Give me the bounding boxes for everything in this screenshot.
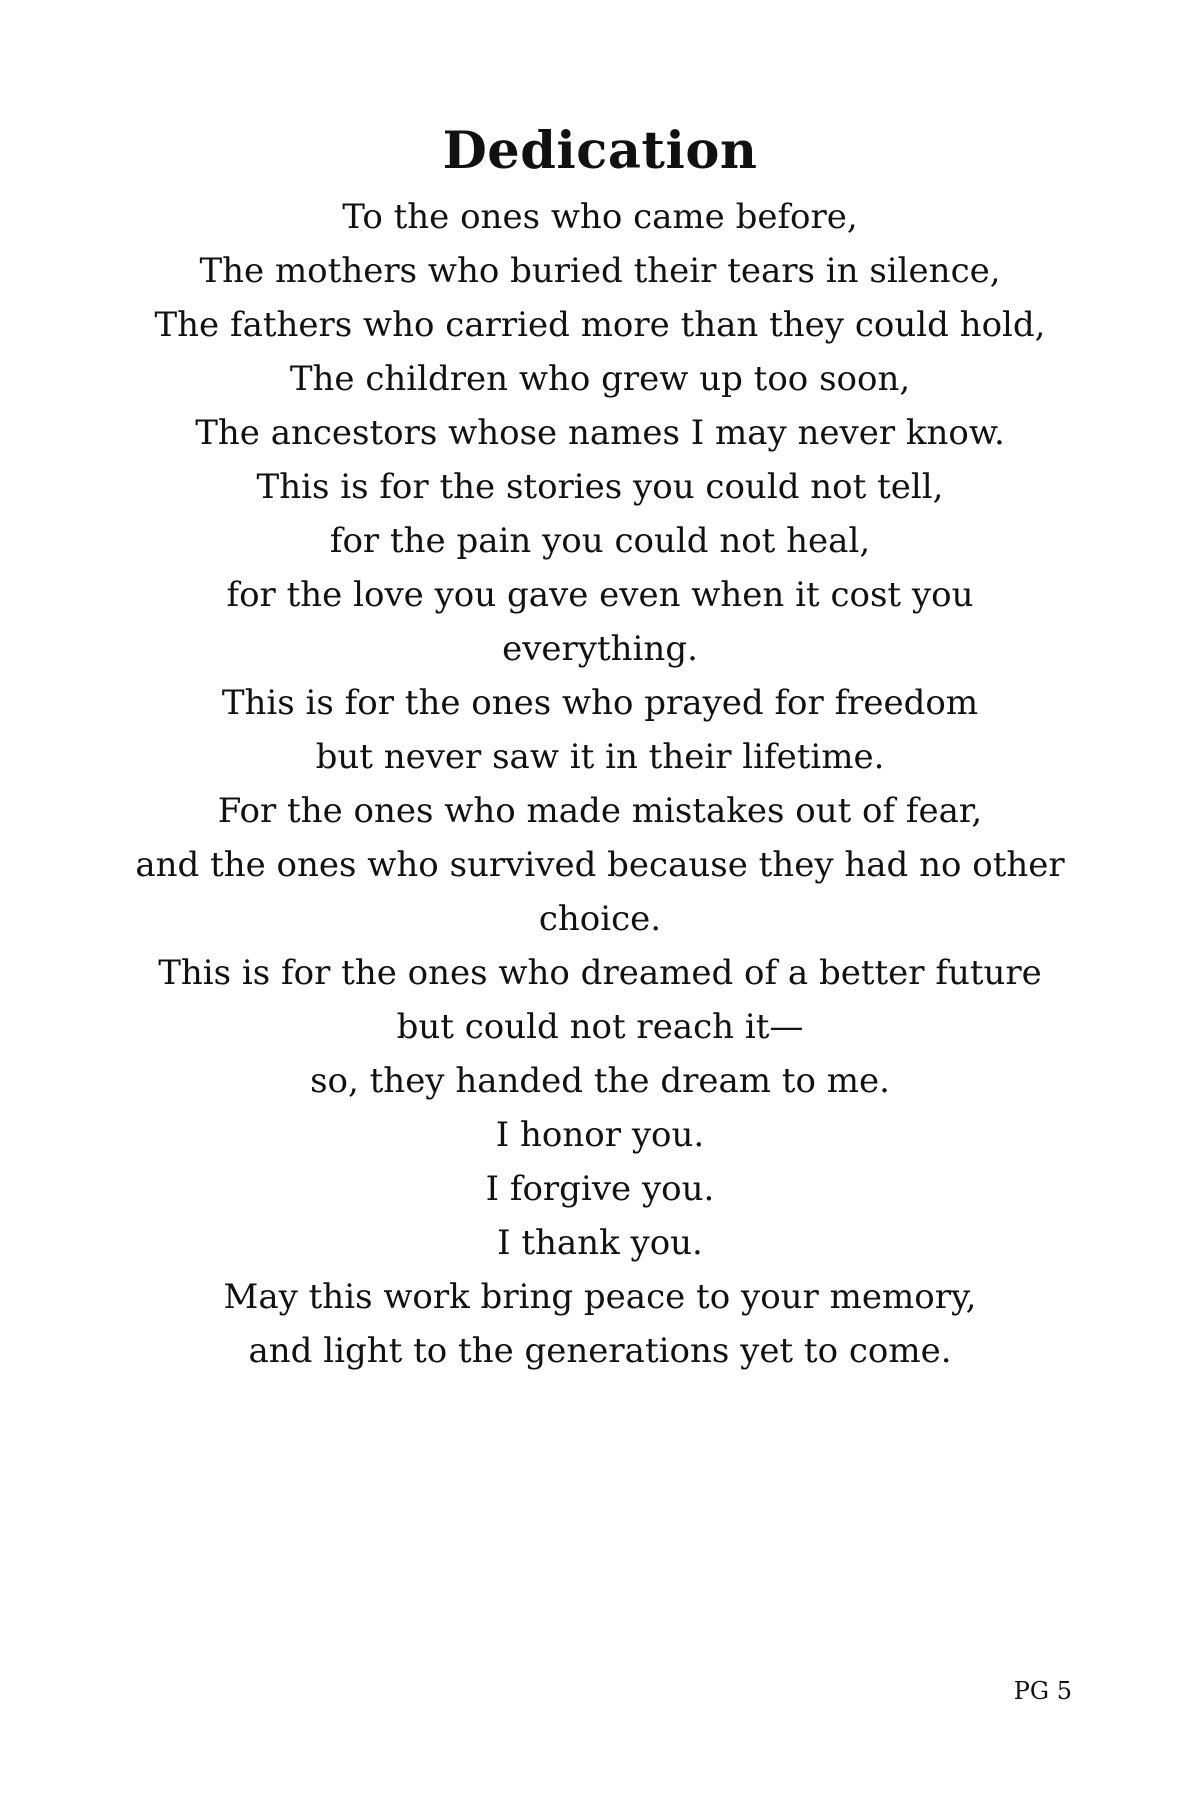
- poem-line: and light to the generations yet to come.: [248, 1331, 952, 1371]
- poem-line: for the love you gave even when it cost you: [226, 575, 974, 615]
- poem-line: so, they handed the dream to me.: [310, 1061, 890, 1101]
- poem-line: The mothers who buried their tears in silence,: [199, 251, 1001, 291]
- poem-line: This is for the ones who prayed for freedom: [221, 683, 979, 723]
- poem-line: but never saw it in their lifetime.: [315, 737, 885, 777]
- poem-line: everything.: [502, 629, 698, 669]
- poem-line: I thank you.: [497, 1223, 703, 1263]
- poem-line: choice.: [538, 899, 662, 939]
- poem-line: May this work bring peace to your memory,: [223, 1277, 977, 1317]
- poem-line: for the pain you could not heal,: [329, 521, 871, 561]
- poem-line: I forgive you.: [485, 1169, 715, 1209]
- poem-line: I honor you.: [495, 1115, 705, 1155]
- page-title: Dedication: [442, 121, 758, 181]
- poem-line: This is for the stories you could not tell,: [256, 467, 944, 507]
- poem-line: This is for the ones who dreamed of a better future: [158, 953, 1042, 993]
- poem-line: To the ones who came before,: [342, 197, 858, 237]
- poem-line: but could not reach it—: [396, 1007, 804, 1047]
- poem-line: The fathers who carried more than they could hold,: [154, 305, 1046, 345]
- poem-line: The ancestors whose names I may never know.: [195, 413, 1005, 453]
- poem-line: and the ones who survived because they had no other: [135, 845, 1065, 885]
- page-number: PG 5: [1013, 1677, 1072, 1705]
- dedication-text: [130, 190, 1070, 1378]
- poem-line: For the ones who made mistakes out of fear,: [217, 791, 983, 831]
- poem-line: The children who grew up too soon,: [289, 359, 911, 399]
